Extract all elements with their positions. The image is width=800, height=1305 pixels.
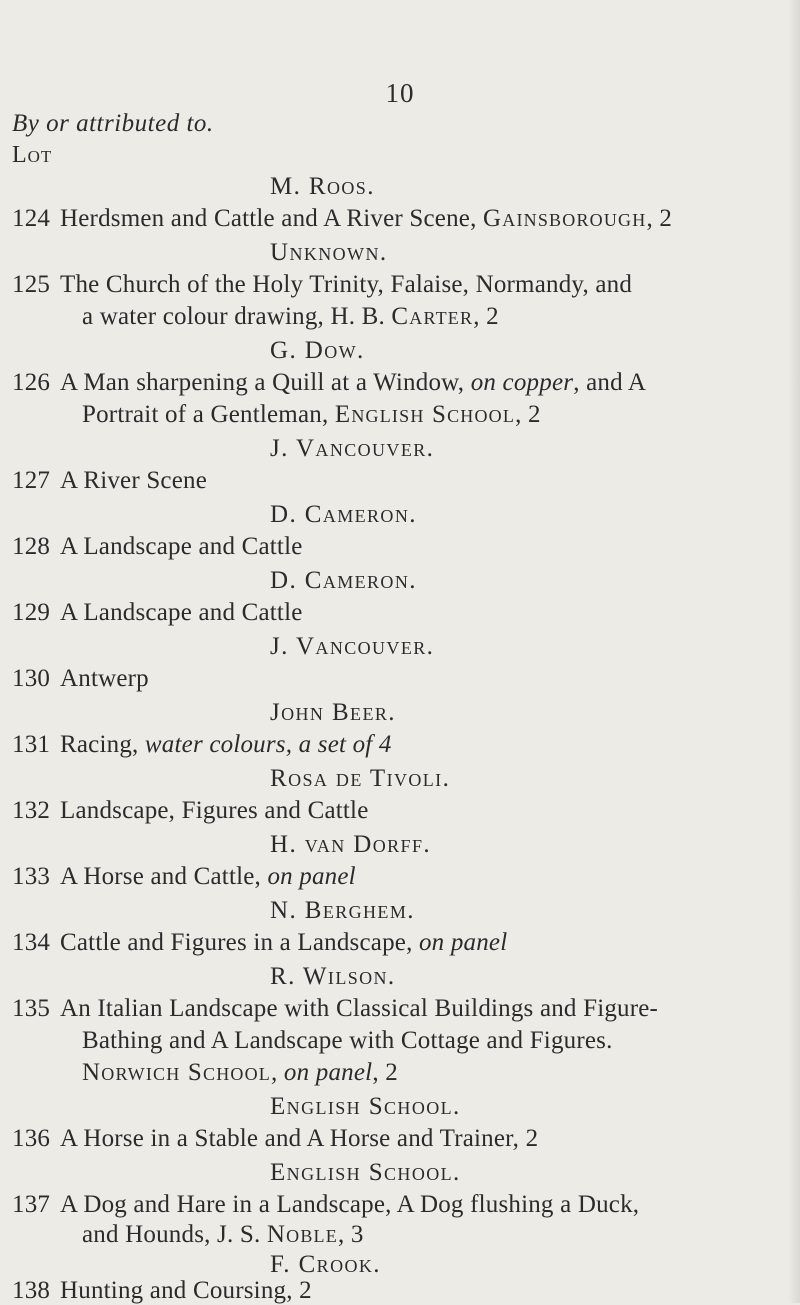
lot-description: Hunting and Coursing, 2 <box>60 1277 312 1304</box>
lot-number: 129 <box>12 599 51 626</box>
lot-description: An Italian Landscape with Classical Buildings and Figure- <box>60 995 659 1022</box>
artist-name: N. Berghem. <box>270 897 415 924</box>
artist-name: J. Vancouver. <box>270 435 435 462</box>
lot-description: Landscape, Figures and Cattle <box>60 797 369 824</box>
lot-description: Herdsmen and Cattle and A River Scene, Gainsborough, 2 <box>60 205 673 232</box>
lot-number: 131 <box>12 731 51 758</box>
lot-description-continued: and Hounds, J. S. Noble, 3 <box>82 1221 364 1248</box>
lot-description: A Horse and Cattle, on panel <box>60 863 356 890</box>
lot-number: 126 <box>12 369 51 396</box>
artist-name: H. van Dorff. <box>270 831 432 858</box>
lot-number: 134 <box>12 929 51 956</box>
lot-description: Racing, water colours, a set of 4 <box>60 731 392 758</box>
artist-name: D. Cameron. <box>270 567 417 594</box>
lot-column-heading: Lot <box>12 142 53 168</box>
lot-description: Antwerp <box>60 665 149 692</box>
page-edge-shadow <box>788 0 800 1303</box>
page-number: 10 <box>385 78 415 108</box>
lot-description: A Landscape and Cattle <box>60 599 303 626</box>
lot-description: A River Scene <box>60 467 208 494</box>
artist-name: Unknown. <box>270 239 388 266</box>
lot-number: 127 <box>12 467 51 494</box>
lot-description: A Dog and Hare in a Landscape, A Dog flushing a Duck, <box>60 1191 640 1218</box>
artist-name: English School. <box>270 1159 461 1186</box>
lot-number: 133 <box>12 863 51 890</box>
artist-name: Rosa de Tivoli. <box>270 765 451 792</box>
lot-number: 137 <box>12 1191 51 1218</box>
lot-number: 132 <box>12 797 51 824</box>
lot-description-continued: a water colour drawing, H. B. Carter, 2 <box>82 303 499 330</box>
lot-description-continued: Bathing and A Landscape with Cottage and Figures. <box>82 1027 613 1054</box>
lot-description: A Horse in a Stable and A Horse and Trainer, 2 <box>60 1125 539 1152</box>
lot-description: A Landscape and Cattle <box>60 533 303 560</box>
lot-number: 125 <box>12 271 51 298</box>
lot-number: 124 <box>12 205 51 232</box>
artist-name: M. Roos. <box>270 173 375 200</box>
lot-description-continued: Portrait of a Gentleman, English School, 2 <box>82 401 541 428</box>
artist-name: F. Crook. <box>270 1251 381 1278</box>
artist-name: John Beer. <box>270 699 396 726</box>
lot-number: 138 <box>12 1277 51 1304</box>
artist-name: D. Cameron. <box>270 501 417 528</box>
section-header: By or attributed to. <box>12 110 214 137</box>
lot-number: 128 <box>12 533 51 560</box>
lot-description: Cattle and Figures in a Landscape, on panel <box>60 929 508 956</box>
lot-description-continued: Norwich School, on panel, 2 <box>82 1059 398 1086</box>
lot-number: 135 <box>12 995 51 1022</box>
lot-description: A Man sharpening a Quill at a Window, on copper, and A <box>60 369 647 396</box>
artist-name: J. Vancouver. <box>270 633 435 660</box>
lot-description: The Church of the Holy Trinity, Falaise, Normandy, and <box>60 271 633 298</box>
artist-name: English School. <box>270 1093 461 1120</box>
lot-number: 130 <box>12 665 51 692</box>
artist-name: G. Dow. <box>270 337 365 364</box>
lot-number: 136 <box>12 1125 51 1152</box>
artist-name: R. Wilson. <box>270 963 396 990</box>
